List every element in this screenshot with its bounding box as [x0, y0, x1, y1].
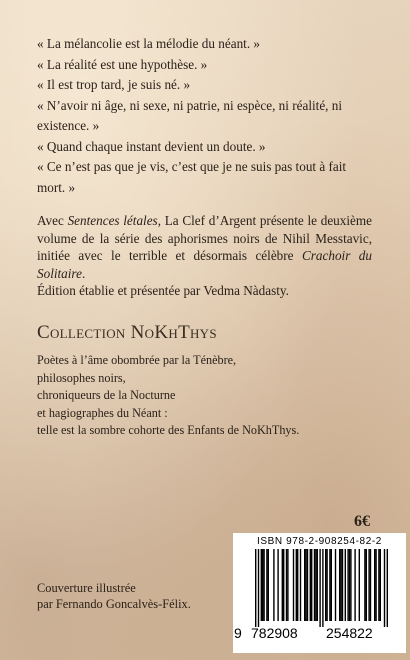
blurb-text: Avec: [37, 213, 68, 228]
barcode-bar: [368, 549, 369, 621]
barcode-bar: [370, 549, 371, 621]
description-line: Poètes à l’âme obombrée par la Ténèbre,: [37, 353, 237, 367]
blurb-text: .: [81, 265, 86, 281]
barcode-bar: [261, 549, 262, 621]
description-line: telle est la sombre cohorte des Enfants de NoKhThys.: [37, 423, 300, 437]
barcode-bar: [329, 549, 330, 621]
barcode-bar: [350, 549, 351, 621]
edition-note: Édition établie et présentée par Vedma Nàdasty.: [37, 283, 289, 298]
barcode-bar: [305, 549, 306, 621]
quote-item: « La réalité est une hypothèse. »: [37, 56, 208, 72]
barcode-bar: [277, 549, 278, 621]
barcode-left-digits: 782908: [251, 625, 298, 641]
description-line: et hagiographes du Néant :: [37, 405, 168, 420]
barcode-bar: [380, 549, 381, 621]
barcode-bar: [359, 549, 360, 621]
barcode-bar: [293, 549, 294, 621]
collection-description: [37, 352, 387, 440]
barcode-bar: [387, 549, 388, 627]
barcode-bar: [268, 549, 269, 621]
barcode-bars: [243, 549, 399, 627]
barcode-bar: [364, 549, 365, 621]
quotes-list: [37, 34, 372, 198]
barcode-bar: [311, 549, 312, 621]
barcode-bar: [347, 549, 348, 621]
barcode-bar: [296, 549, 297, 621]
barcode-bar: [322, 549, 323, 627]
barcode-bar: [342, 549, 343, 621]
barcode-first-digit: 9: [234, 625, 242, 641]
barcode-bar: [335, 549, 336, 621]
isbn-label: ISBN 978-2-908254-82-2: [257, 536, 382, 547]
barcode-bar: [266, 549, 267, 621]
barcode-bar: [263, 549, 264, 621]
barcode-bar: [315, 549, 316, 621]
barcode-bar: [286, 549, 287, 621]
blurb-text: , La Clef d’Argent présente le deuxième volume de la série des aphorismes noirs de Nihil Messtavic, initiée avec le terrible et désormais célèbre: [37, 213, 372, 263]
previous-book-title: Crachoir du Solitaire: [37, 248, 372, 281]
barcode-bar: [283, 549, 284, 621]
barcode-bar: [340, 549, 341, 621]
barcode-bar: [310, 549, 311, 621]
barcode-bar: [255, 549, 256, 627]
credit-line: par Fernando Goncalvès-Félix.: [37, 597, 191, 611]
barcode-bar: [378, 549, 379, 621]
barcode-bar: [354, 549, 355, 621]
quote-item: « La mélancolie est la mélodie du néant. »: [37, 36, 261, 51]
quote-item: « Il est trop tard, je suis né. »: [37, 77, 191, 92]
barcode-bar: [258, 549, 259, 627]
description-line: chroniqueurs de la Nocturne: [37, 388, 176, 402]
barcode-bar: [326, 549, 327, 621]
blurb-paragraph: [37, 212, 372, 300]
barcode-bar: [297, 549, 298, 621]
barcode-bar: [307, 549, 308, 621]
barcode-bar: [282, 549, 283, 621]
barcode-bar: [374, 549, 375, 621]
barcode-bar: [314, 549, 315, 621]
barcode-right-digits: 254822: [326, 625, 373, 641]
quote-item: « Quand chaque instant devient un doute. »: [37, 138, 266, 154]
barcode-bar: [349, 549, 350, 621]
barcode-bar: [300, 549, 301, 621]
barcode-bar: [331, 549, 332, 621]
description-line: philosophes noirs,: [37, 370, 126, 385]
book-title: Sentences létales: [67, 213, 158, 228]
barcode-bar: [384, 549, 385, 627]
barcode-bar: [287, 549, 288, 621]
barcode-bar: [339, 549, 340, 621]
collection-title: Collection NoKhThys: [37, 322, 217, 343]
barcode-bar: [366, 549, 367, 621]
quote-item: « N’avoir ni âge, ni sexe, ni patrie, ni espèce, ni réalité, ni existence. »: [37, 97, 343, 133]
barcode-bar: [325, 549, 326, 621]
barcode-bar: [317, 549, 318, 621]
barcode-bar: [304, 549, 305, 621]
barcode-bar: [262, 549, 263, 621]
barcode-bar: [273, 549, 274, 621]
barcode-bar: [319, 549, 320, 627]
quote-item: « Ce n’est pas que je vis, c’est que je ne suis pas tout à fait mort. »: [37, 159, 347, 195]
barcode-bar: [345, 549, 346, 621]
barcode-panel: [233, 533, 406, 653]
price-label: 6€: [354, 513, 370, 530]
barcode-bar: [375, 549, 376, 621]
credit-line: Couverture illustrée: [37, 581, 136, 595]
cover-credit: [37, 580, 217, 612]
